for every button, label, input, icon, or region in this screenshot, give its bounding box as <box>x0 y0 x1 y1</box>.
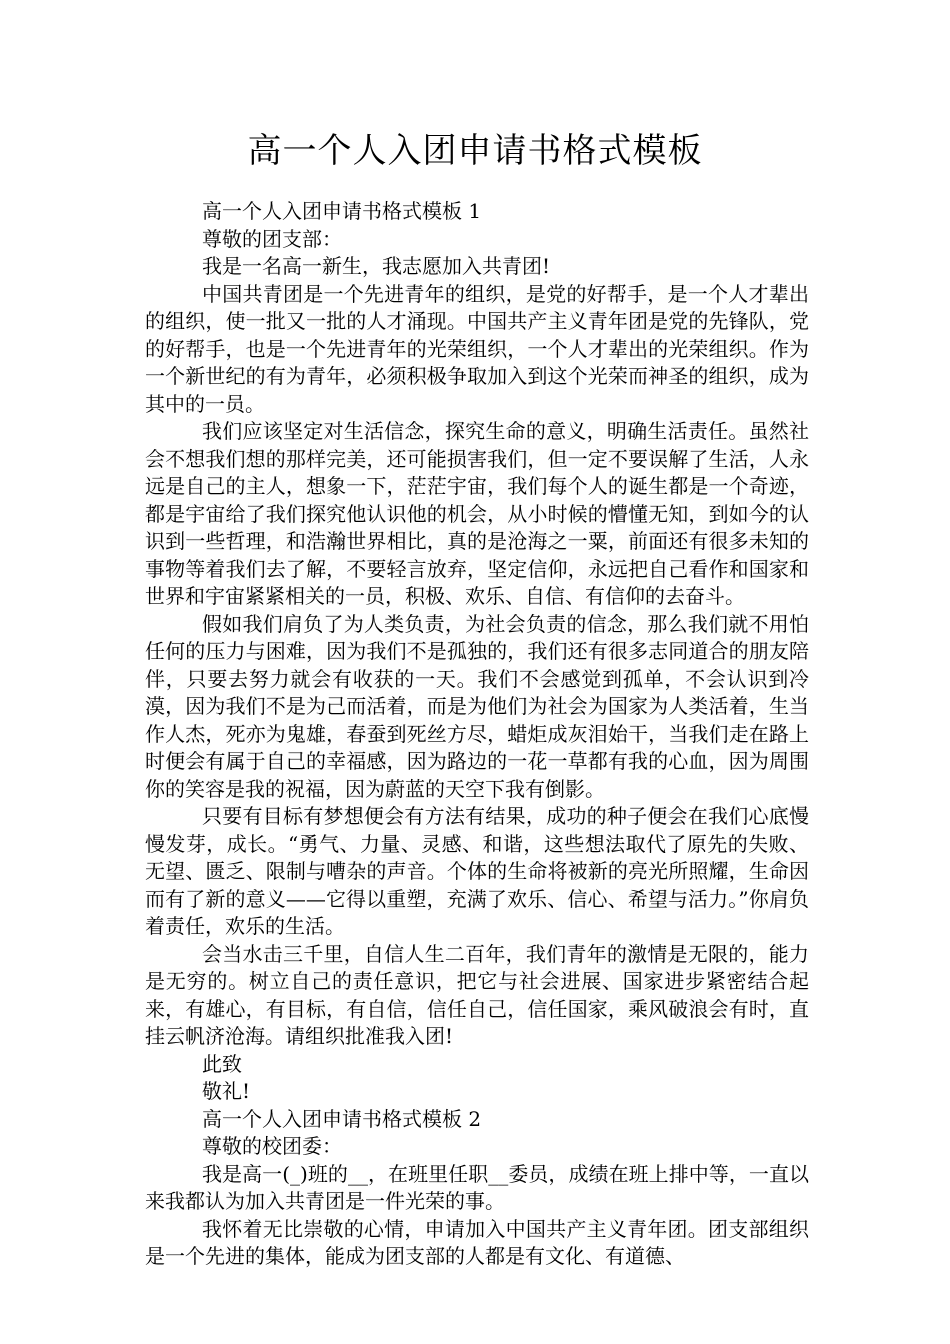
paragraph-application: 我怀着无比崇敬的心情，申请加入中国共产主义青年团。团支部组织是一个先进的集体，能成为团支部的人都是有文化、有道德、 <box>145 1216 809 1268</box>
document-body <box>145 198 809 1271</box>
paragraph-intro: 我是一名高一新生，我志愿加入共青团! <box>202 254 551 278</box>
paragraph-league-description: 中国共青团是一个先进青年的组织，是党的好帮手，是一个人才辈出的组织，使一批又一批的人才涌现。中国共产主义青年团是党的先锋队，党的好帮手，也是一个先进青年的光荣组织，一个人才辈出的光荣组织。作为一个新世纪的有为青年，必须积极争取加入到这个光荣而神圣的组织，成为其中的一员。 <box>145 281 809 416</box>
section-heading-1: 高一个人入团申请书格式模板 1 <box>202 199 482 223</box>
section-heading-2: 高一个人入团申请书格式模板 2 <box>202 1106 482 1131</box>
closing-cizhi: 此致 <box>202 1051 242 1076</box>
paragraph-goals: 只要有目标有梦想便会有方法有结果，成功的种子便会在我们心底慢慢发芽，成长。“勇气、力量、灵感、和谐，这些想法取代了原先的失败、无望、匮乏、限制与嘈杂的声音。个体的生命将被新的亮光所照耀，生命因而有了新的意义——它得以重塑，充满了欢乐、信心、希望与活力。”你肩负着责任，欢乐的生活。 <box>145 804 809 938</box>
paragraph-life-belief: 我们应该坚定对生活信念，探究生命的意义，明确生活责任。虽然社会不想我们想的那样完美，还可能损害我们，但一定不要误解了生活，人永远是自己的主人，想象一下，茫茫宇宙，我们每个人的诞生都是一个奇迹，都是宇宙给了我们探究他认识他的机会，从小时候的懵懂无知，到如今的认识到一些哲理，和浩瀚世界相比，真的是沧海之一粟，前面还有很多未知的事物等着我们去了解，不要轻言放弃，坚定信仰，永远把自己看作和国家和世界和宇宙紧紧相关的一员，积极、欢乐、自信、有信仰的去奋斗。 <box>145 419 809 608</box>
paragraph-youth-passion: 会当水击三千里，自信人生二百年，我们青年的激情是无限的，能力是无穷的。树立自己的责任意识，把它与社会进展、国家进步紧密结合起来，有雄心，有目标，有自信，信任自己，信任国家，乘风破浪会有时，直挂云帆济沧海。请组织批准我入团! <box>145 941 809 1048</box>
closing-jingli: 敬礼! <box>202 1079 251 1103</box>
paragraph-self-introduction: 我是高一(_)班的__，在班里任职__委员，成绩在班上排中等，一直以来我都认为加入共青团是一件光荣的事。 <box>145 1161 809 1213</box>
paragraph-responsibility: 假如我们肩负了为人类负责，为社会负责的信念，那么我们就不用怕任何的压力与困难，因为我们不是孤独的，我们还有很多志同道合的朋友陪伴，只要去努力就会有收获的一天。我们不会感觉到孤单，不会认识到冷漠，因为我们不是为己而活着，而是为他们为社会为国家为人类活着，生当作人杰，死亦为鬼雄，春蚕到死丝方尽，蜡炬成灰泪始干，当我们走在路上时便会有属于自己的幸福感，因为路边的一花一草都有我的心血，因为周围你的笑容是我的祝福，因为蔚蓝的天空下我有倒影。 <box>145 611 809 801</box>
document-title: 高一个人入团申请书格式模板 <box>247 131 703 171</box>
salutation-1: 尊敬的团支部： <box>202 226 342 251</box>
salutation-2: 尊敬的校团委： <box>202 1134 342 1158</box>
